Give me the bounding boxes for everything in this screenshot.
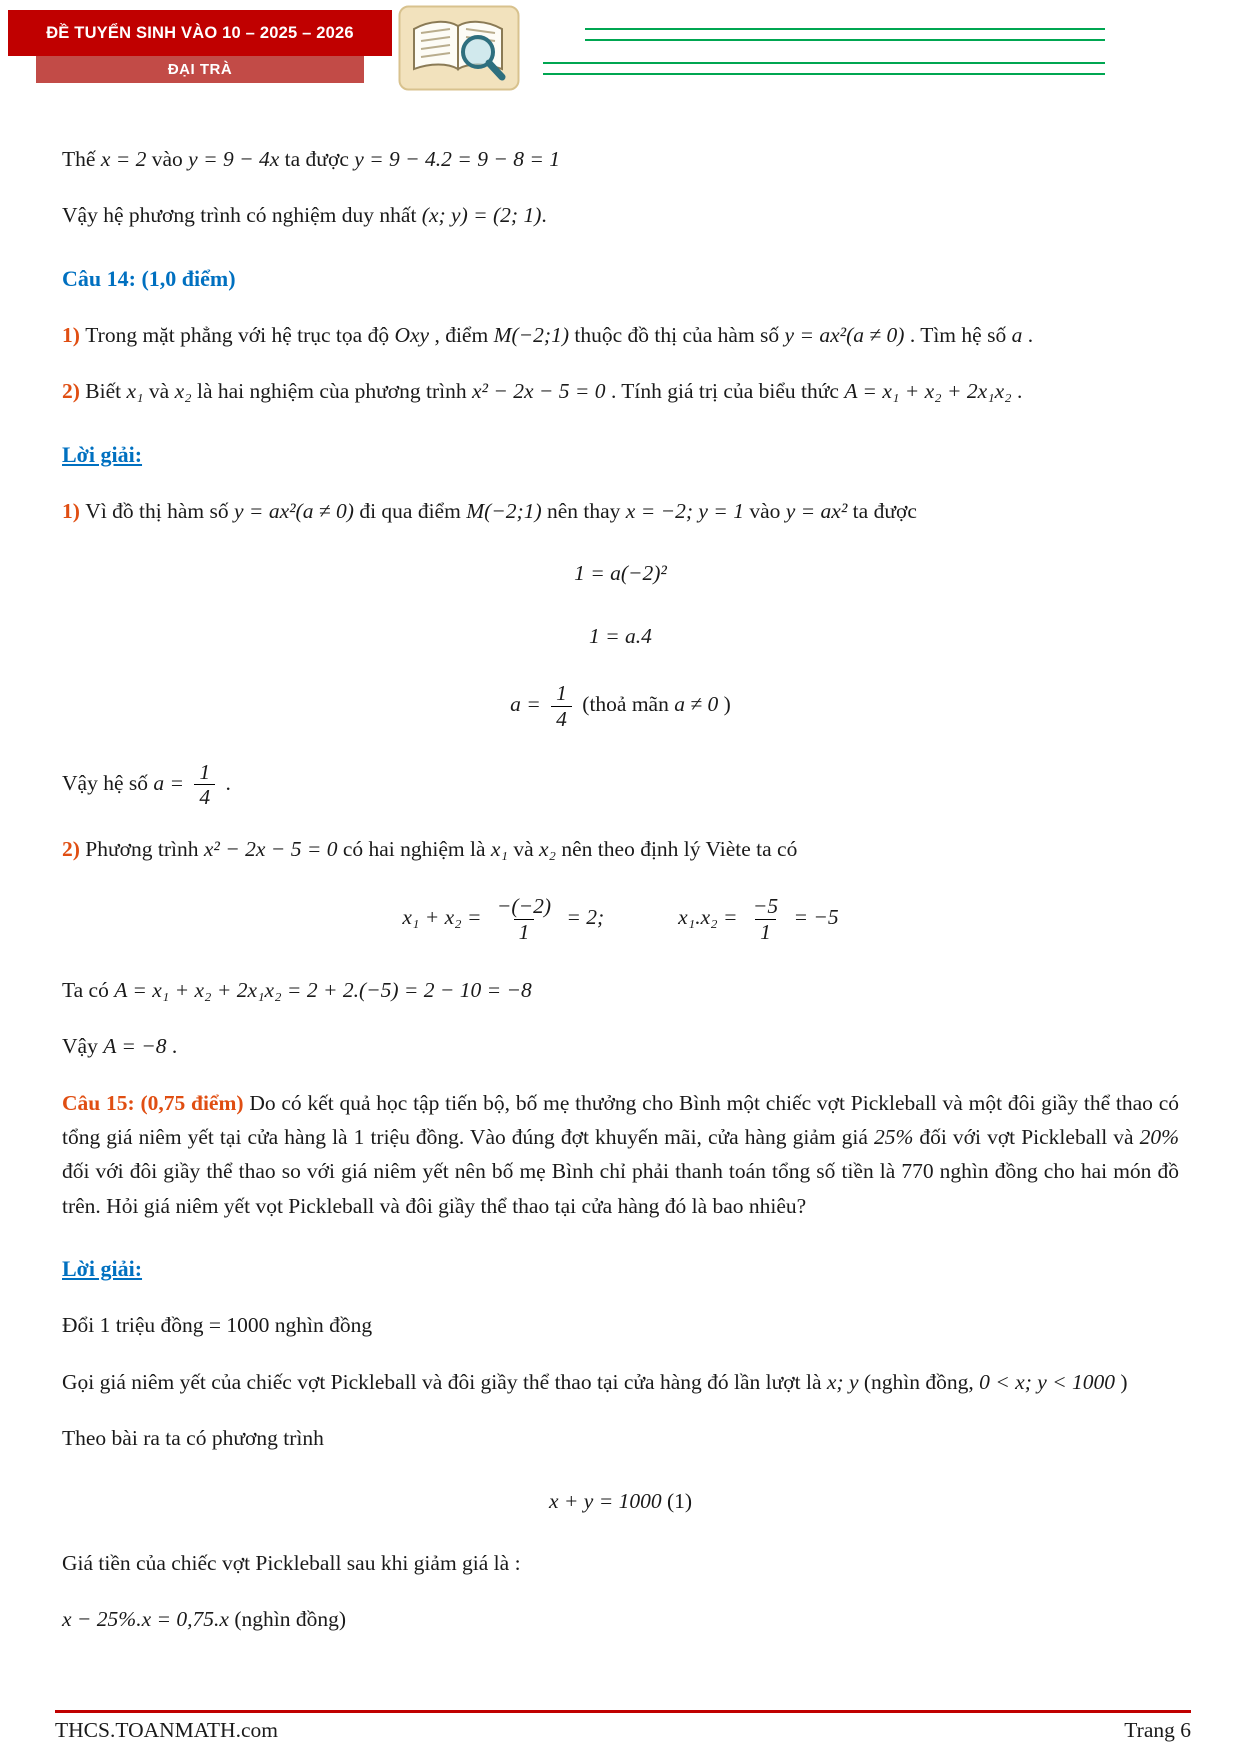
text-segment: Câu 15: (0,75 điểm)	[62, 1090, 244, 1115]
text-segment: , điểm	[429, 322, 494, 347]
text-segment: Vì đồ thị hàm số	[85, 498, 235, 523]
footer-rule	[55, 1710, 1191, 1713]
fraction: $\frac{-(-2)}{1}$	[496, 894, 551, 945]
text-segment: .	[1022, 322, 1034, 347]
text-segment: 1)	[62, 322, 86, 347]
text-segment: 1 = a(−2)²	[574, 561, 667, 586]
variable-definition	[62, 1365, 1179, 1399]
text-segment: .	[541, 203, 547, 228]
text-segment: Vậy	[62, 1034, 104, 1059]
text-segment: là hai nghiệm cùa phương trình	[191, 379, 472, 404]
equation-3	[62, 681, 1179, 731]
question-14-heading: Câu 14: (1,0 điểm)	[62, 265, 236, 291]
text-segment: Giá tiền của chiếc vợt Pickleball sau khi giảm giá là :	[62, 1550, 521, 1575]
fraction: $\frac{1}{4}$	[194, 760, 215, 810]
text-segment: M(−2;1)	[493, 322, 569, 347]
text-segment: A = −8	[103, 1034, 167, 1059]
text-segment: y = ax²(a ≠ 0)	[784, 322, 905, 347]
text-segment: = 2;	[561, 905, 605, 930]
discount-intro	[62, 1546, 1179, 1580]
text-segment: ta được	[847, 498, 917, 523]
text-segment: Trong mặt phẳng với hệ trục tọa độ	[85, 322, 395, 347]
text-segment: 1 = a.4	[589, 623, 652, 648]
text-segment: 2)	[62, 379, 86, 404]
text-segment: Biết	[85, 379, 127, 404]
discount-expression	[62, 1602, 1179, 1636]
equation-1	[62, 556, 1179, 590]
question-15-paragraph	[62, 1086, 1179, 1224]
text-segment: Phương trình	[85, 836, 204, 861]
text-segment: 20%	[1139, 1124, 1179, 1149]
exam-subtitle-banner: ĐẠI TRÀ	[36, 56, 364, 83]
decorative-green-line	[585, 39, 1105, 41]
text-segment: x₁.x₂ =	[678, 905, 743, 930]
text-segment: (1)	[661, 1488, 693, 1513]
conclusion-A	[62, 1029, 1179, 1063]
text-segment: thuộc đồ thị của hàm số	[568, 322, 785, 347]
text-segment: x₁	[126, 379, 144, 404]
text-segment: a ≠ 0	[674, 692, 719, 717]
text-segment: và	[143, 379, 175, 404]
text-segment: . Tìm hệ số	[904, 322, 1012, 347]
text-segment: (x; y) = (2; 1)	[421, 203, 542, 228]
text-segment: nên theo định lý Viète ta có	[556, 836, 798, 861]
page-header	[0, 0, 1241, 96]
text-segment: Vậy hệ số	[62, 770, 154, 795]
decorative-green-line	[543, 62, 1105, 64]
text-segment: Ta có	[62, 977, 115, 1002]
question-14-part-2	[62, 374, 1179, 408]
text-segment: 1)	[62, 498, 86, 523]
text-segment: Do có kết quả học tập tiến bộ, bố mẹ thưởng cho Bình một chiếc vợt Pickleball và một đôi giầy thể thao có tổng giá niêm yết tại cửa hàng là 1 triệu đồng. Vào đúng đợt khuyến mãi, cửa hàng giảm giá	[62, 1090, 1179, 1149]
text-segment: .	[220, 770, 231, 795]
text-segment: x₁ + x₂ =	[402, 905, 487, 930]
text-segment: x² − 2x − 5 = 0	[472, 379, 606, 404]
text-segment: vào	[743, 498, 786, 523]
text-segment: A = x₁ + x₂ + 2x₁x₂ = 2 + 2.(−5) = 2 − 10 = −8	[114, 977, 532, 1002]
text-segment: Theo bài ra ta có phương trình	[62, 1426, 324, 1451]
question-14-part-1	[62, 318, 1179, 352]
document-content	[0, 96, 1241, 1637]
equation-sum	[62, 1484, 1179, 1518]
solution-heading-1: Lời giải:	[62, 441, 143, 467]
text-segment: Đổi 1 triệu đồng = 1000 nghìn đồng	[62, 1313, 373, 1338]
text-segment: có hai nghiệm là	[337, 836, 491, 861]
text-segment: x₁	[490, 836, 508, 861]
text-segment: 2)	[62, 836, 86, 861]
decorative-green-line	[543, 73, 1105, 75]
solution-14-step-1	[62, 494, 1179, 528]
footer-page-number: Trang 6	[1124, 1718, 1191, 1742]
footer-site-label: THCS.TOANMATH.com	[55, 1718, 278, 1742]
paragraph-substitution	[62, 142, 1179, 176]
text-segment: y = ax²	[785, 498, 848, 523]
fraction: $\frac{1}{4}$	[551, 681, 572, 731]
book-magnifier-icon	[398, 5, 520, 91]
text-segment: y = 9 − 4x	[188, 147, 280, 171]
text-segment: y = 9 − 4.2 = 9 − 8 = 1	[354, 147, 560, 171]
footer-row	[55, 1718, 1191, 1743]
text-segment: x − 25%.x = 0,75.x	[62, 1607, 229, 1632]
text-segment: )	[718, 692, 731, 717]
text-segment: nên thay	[541, 498, 626, 523]
text-segment: và	[507, 836, 539, 861]
text-segment: 0 < x; y < 1000	[979, 1369, 1116, 1394]
fraction: $\frac{-5}{1}$	[752, 894, 779, 945]
text-segment: = −5	[788, 905, 839, 930]
page-footer	[55, 1710, 1191, 1743]
text-segment: 25%	[873, 1124, 914, 1149]
text-segment: y = ax²(a ≠ 0)	[234, 498, 354, 523]
text-segment: .	[1011, 379, 1023, 404]
text-segment: a	[1011, 322, 1023, 347]
text-segment: đối với đôi giầy thể thao so với giá niêm yết nên bố mẹ Bình chỉ phải thanh toán tổng số tiền là 770 nghìn đồng cho hai món đồ trên. Hỏi giá niêm yết vọt Pickleball và đôi giầy thể thao tại cửa hàng đó là bao nhiêu?	[62, 1159, 1179, 1218]
text-segment: (nghìn đồng)	[228, 1607, 346, 1632]
text-segment: Oxy	[394, 322, 430, 347]
text-segment: A = x₁ + x₂ + 2x₁x₂	[844, 379, 1012, 404]
text-segment: đối với vợt Pickleball và	[913, 1124, 1140, 1149]
text-segment: )	[1115, 1369, 1128, 1394]
text-segment: Gọi giá niêm yết của chiếc vợt Pickleball và đôi giầy thể thao tại cửa hàng đó lần lượt là	[62, 1369, 827, 1394]
exam-title-banner: ĐỀ TUYỂN SINH VÀO 10 – 2025 – 2026	[8, 10, 392, 56]
text-segment: đi qua điểm	[353, 498, 467, 523]
text-segment: x² − 2x − 5 = 0	[203, 836, 338, 861]
text-segment: M(−2;1)	[466, 498, 542, 523]
computation-A	[62, 973, 1179, 1007]
text-segment: (nghìn đồng,	[858, 1369, 980, 1394]
conversion-line	[62, 1308, 1179, 1342]
text-segment: a =	[153, 770, 190, 795]
text-segment: x = −2; y = 1	[625, 498, 744, 523]
solution-14-step-2	[62, 832, 1179, 866]
text-segment: x + y = 1000	[548, 1488, 662, 1513]
text-segment: . Tính giá trị của biểu thức	[605, 379, 845, 404]
text-segment: Thế	[62, 147, 101, 171]
text-segment: a =	[510, 692, 547, 717]
text-segment: x₂	[174, 379, 192, 404]
decorative-green-line	[585, 28, 1105, 30]
solution-heading-2: Lời giải:	[62, 1256, 143, 1282]
text-segment: .	[166, 1034, 178, 1059]
text-segment: ta được	[279, 147, 355, 171]
text-segment: vào	[146, 147, 189, 171]
equation-viete	[62, 894, 1179, 944]
paragraph-system-conclusion	[62, 198, 1179, 232]
text-segment: Vậy hệ phương trình có nghiệm duy nhất	[62, 203, 422, 228]
text-segment: x = 2	[100, 147, 147, 171]
conclusion-coefficient-a	[62, 760, 1179, 810]
text-segment: x₂	[538, 836, 557, 861]
equation-intro	[62, 1421, 1179, 1455]
text-segment: (thoả mãn	[576, 692, 675, 717]
text-segment: x; y	[826, 1369, 859, 1394]
equation-2	[62, 619, 1179, 653]
